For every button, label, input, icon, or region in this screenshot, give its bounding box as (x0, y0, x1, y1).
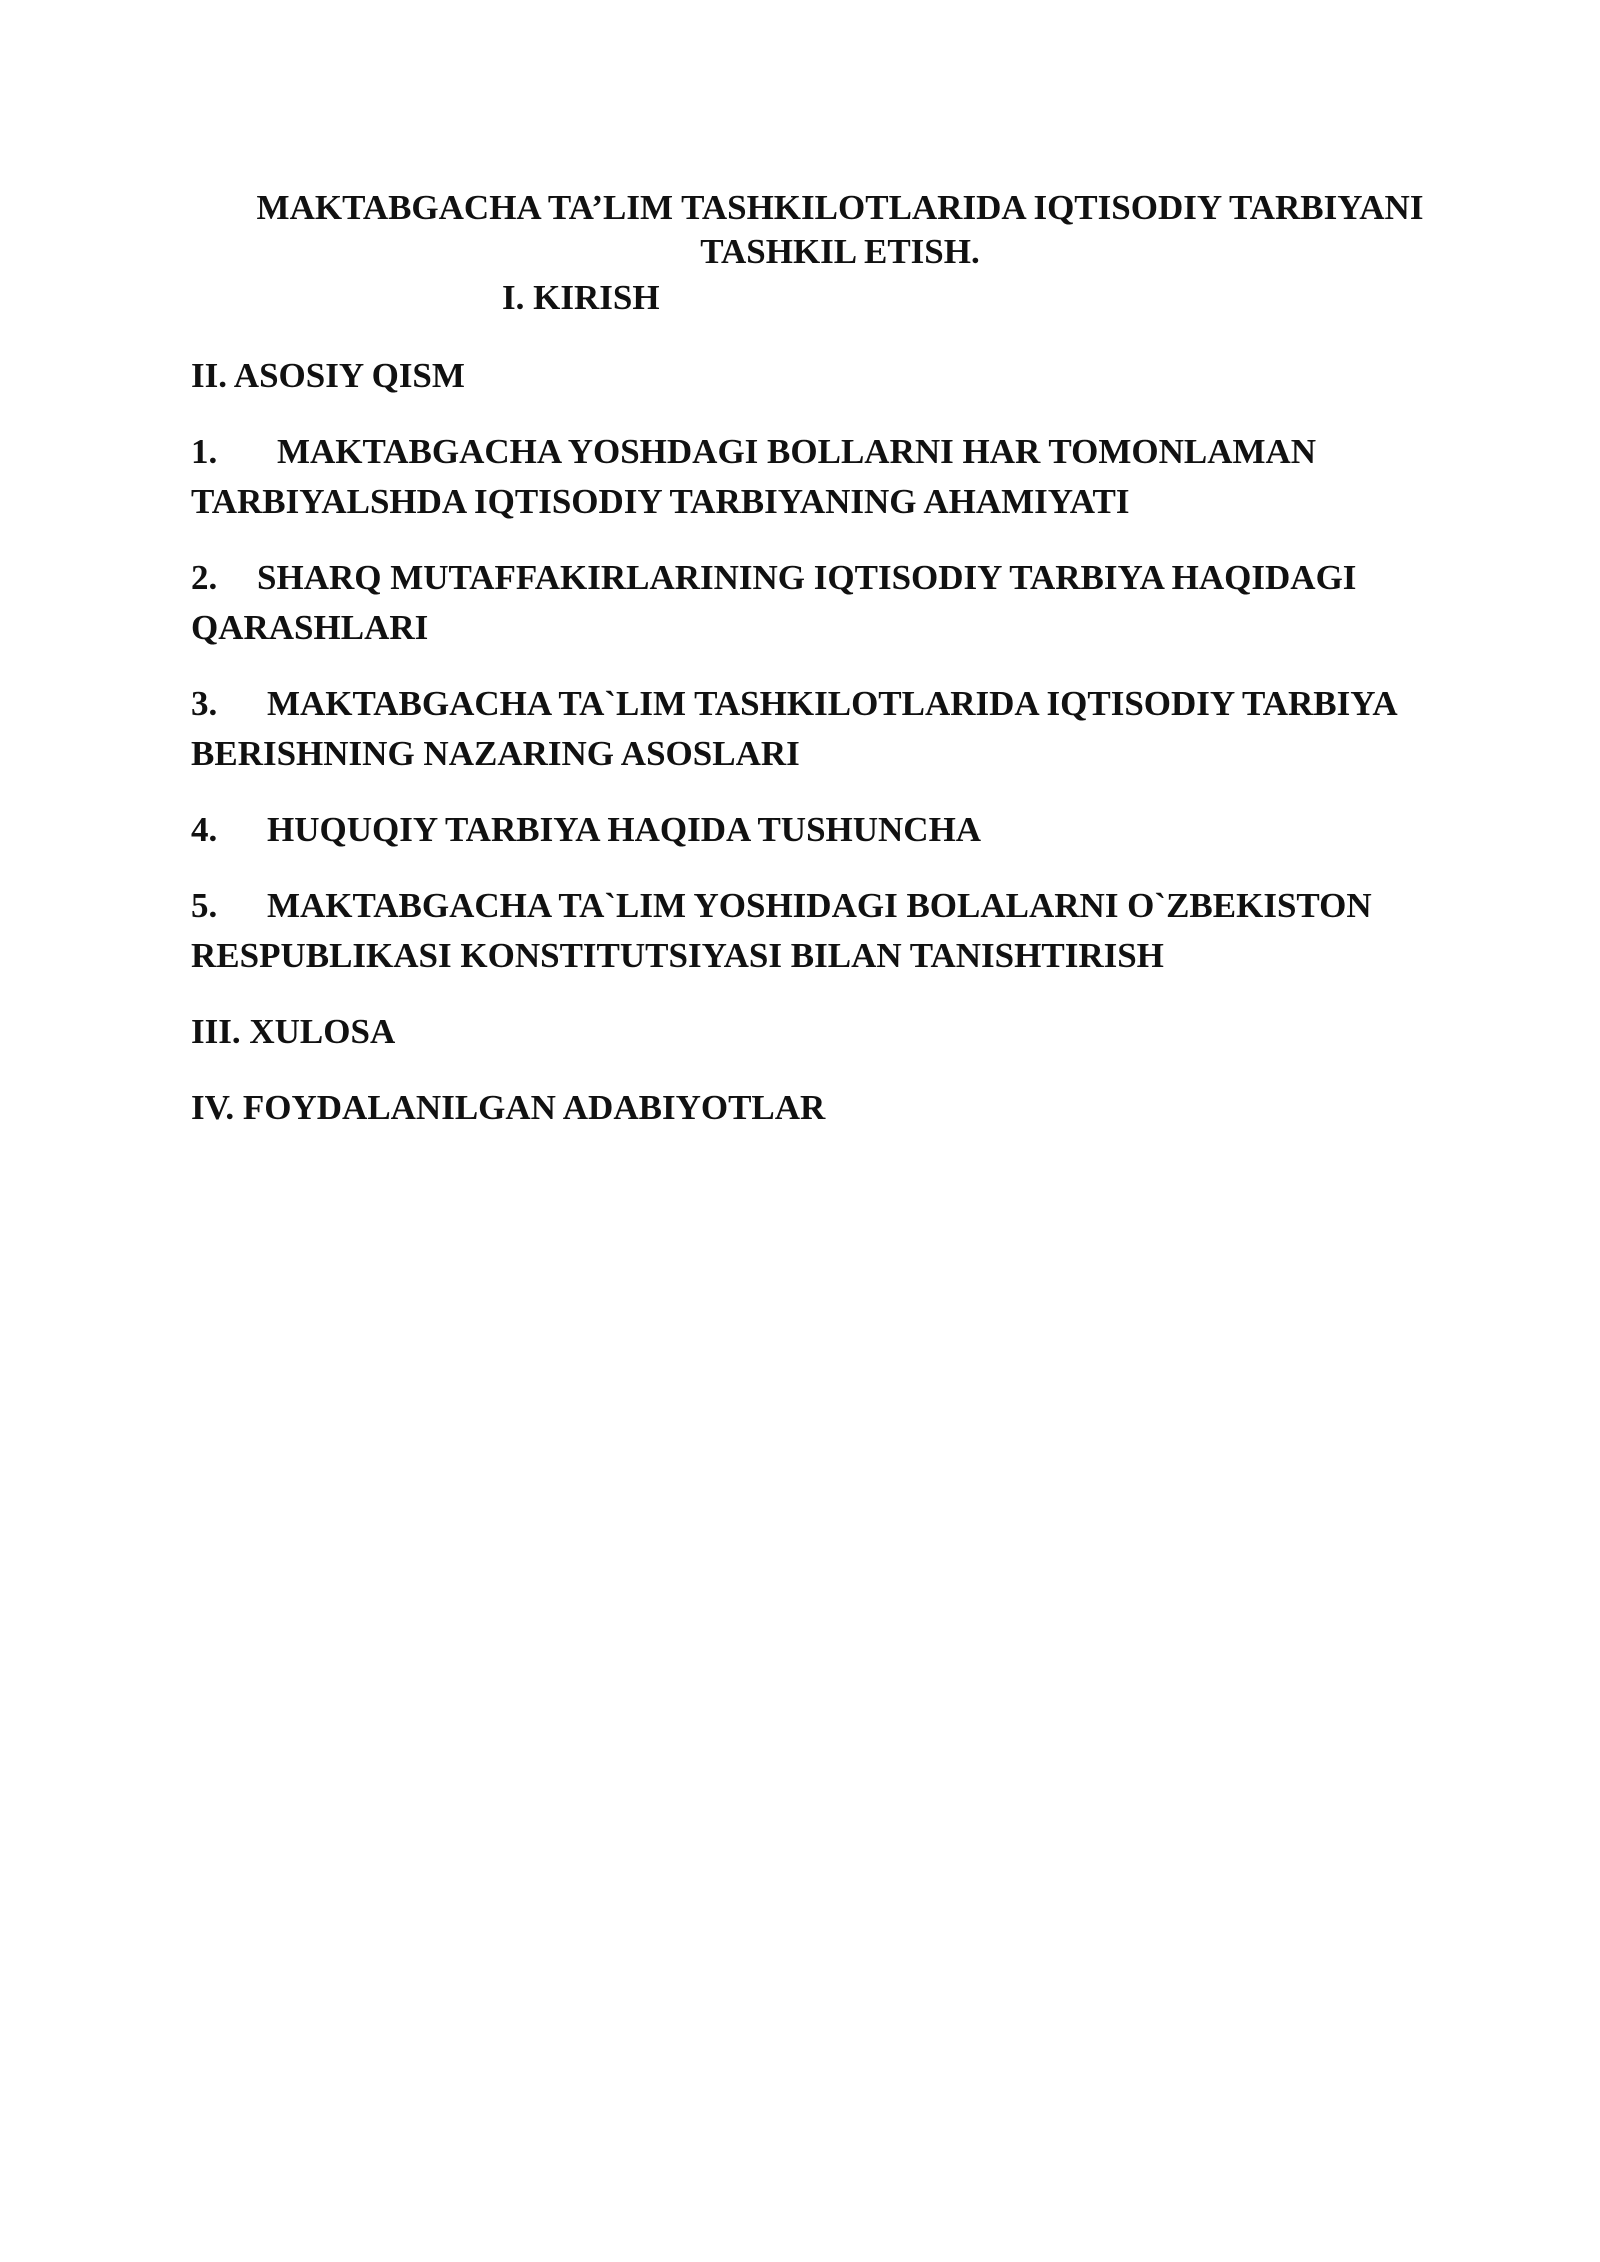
toc-item-2 (191, 553, 1491, 653)
toc-item-text: IV. FOYDALANILGAN ADABIYOTLAR (191, 1088, 826, 1127)
toc-item-number: 3. (191, 684, 218, 723)
toc-item-text: II. ASOSIY QISM (191, 356, 465, 395)
toc-item-3 (191, 679, 1491, 779)
document-title-line-2: TASHKIL ETISH. (700, 232, 980, 271)
toc-item-text: MAKTABGACHA TA`LIM TASHKILOTLARIDA IQTISODIY TARBIYA BERISHNING NAZARING ASOSLARI (191, 684, 1396, 773)
toc-item-4 (191, 805, 1491, 855)
document-title-line-1: MAKTABGACHA TA’LIM TASHKILOTLARIDA IQTISODIY TARBIYANI (256, 188, 1424, 227)
toc-item-references (191, 1083, 1491, 1133)
toc-item-number: 1. (191, 432, 218, 471)
toc-item-number: 4. (191, 810, 218, 849)
toc-item-text: HUQUQIY TARBIYA HAQIDA TUSHUNCHA (267, 810, 982, 849)
toc-item-text: III. XULOSA (191, 1012, 396, 1051)
toc-item-1 (191, 427, 1491, 527)
toc-item-number: 2. (191, 558, 218, 597)
toc-item-number: 5. (191, 886, 218, 925)
table-of-contents (191, 351, 1491, 1159)
toc-item-main-part (191, 351, 1491, 401)
toc-item-text: MAKTABGACHA YOSHDAGI BOLLARNI HAR TOMONLAMAN TARBIYALSHDA IQTISODIY TARBIYANING AHAMIYATI (191, 432, 1317, 521)
toc-item-text: MAKTABGACHA TA`LIM YOSHIDAGI BOLALARNI O`ZBEKISTON RESPUBLIKASI KONSTITUTSIYASI BILAN TANISHTIRISH (191, 886, 1372, 975)
document-title (190, 186, 1490, 274)
toc-item-5 (191, 881, 1491, 981)
toc-item-conclusion (191, 1007, 1491, 1057)
section-introduction: I. KIRISH (502, 278, 660, 317)
toc-item-text: SHARQ MUTAFFAKIRLARINING IQTISODIY TARBIYA HAQIDAGI QARASHLARI (191, 558, 1357, 647)
